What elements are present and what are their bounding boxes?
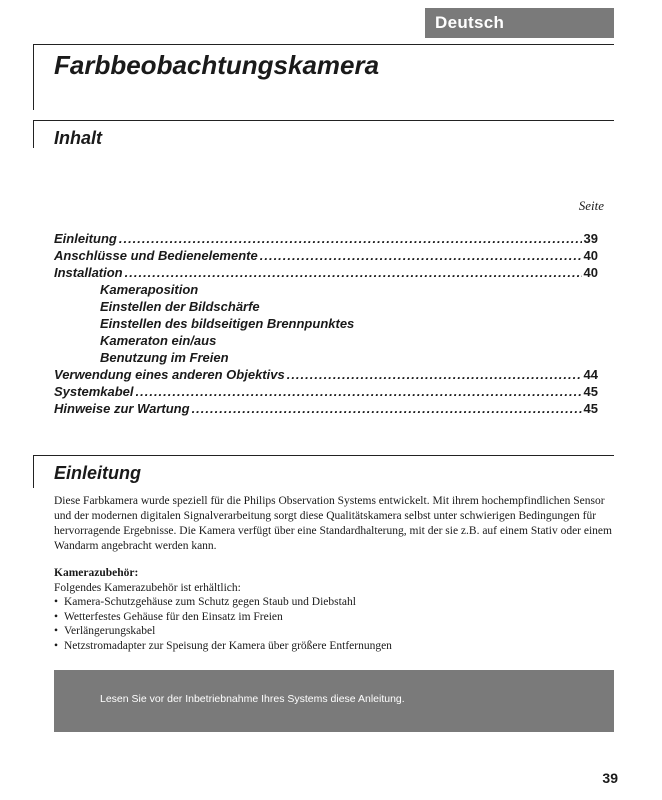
- toc-entry-label: Systemkabel: [54, 384, 134, 399]
- toc-subentry: Einstellen des bildseitigen Brennpunktes: [100, 316, 355, 331]
- list-item: • Netzstromadapter zur Speisung der Kamera über größere Entfernungen: [54, 639, 614, 654]
- toc-entry-wartung: [54, 401, 598, 418]
- accessories-list: [54, 595, 614, 653]
- toc-entry-label: Einleitung: [54, 231, 117, 246]
- toc-subentry: Einstellen der Bildschärfe: [100, 299, 260, 314]
- intro-frame-top-rule: [33, 455, 614, 456]
- contents-heading: Inhalt: [54, 128, 102, 148]
- toc-entry-einleitung: [54, 231, 598, 248]
- toc-leader-dots: [260, 248, 582, 263]
- toc-entry-page: 45: [583, 401, 598, 416]
- toc-entry-label: Anschlüsse und Bedienelemente: [54, 248, 258, 263]
- toc-leader-dots: [119, 231, 582, 246]
- toc-entry-label: Hinweise zur Wartung: [54, 401, 190, 416]
- toc-leader-dots: [125, 265, 582, 280]
- intro-paragraph: Diese Farbkamera wurde speziell für die Philips Observation Systems entwickelt. Mit ihrem hochempfindlichen Sensor und der modernen digitalen Signalverarbeitung sorgt diese Qualitätskamera selbst unter schwierigen Bedingungen für hervorragende Ergebnisse. Die Kamera verfügt über eine Standardhalterung, mit der sie z.B. auf einem Stativ oder einem Wandarm angebracht werden kann.: [54, 495, 612, 552]
- toc-subentry: Kameraposition: [100, 282, 199, 297]
- toc-entry-page: 39: [583, 231, 598, 246]
- list-item: • Wetterfestes Gehäuse für den Einsatz im Freien: [54, 610, 614, 625]
- title-frame-left-rule: [33, 44, 34, 110]
- toc-entry-installation: [54, 265, 598, 282]
- title-frame-top-rule: [33, 44, 614, 45]
- toc-entry-page: 44: [583, 367, 598, 382]
- contents-frame-top-rule: [33, 120, 614, 121]
- toc-entry-systemkabel: [54, 384, 598, 401]
- toc-entry-page: 40: [583, 248, 598, 263]
- page-title: Farbbeobachtungskamera: [54, 50, 380, 80]
- note-box: [54, 670, 614, 732]
- toc-leader-dots: [192, 401, 582, 416]
- accessories-section: [54, 566, 614, 653]
- list-item: • Kamera-Schutzgehäuse zum Schutz gegen Staub und Diebstahl: [54, 595, 614, 610]
- intro-heading: Einleitung: [54, 463, 141, 483]
- page-column-label: Seite: [578, 198, 604, 213]
- intro-frame-left-rule: [33, 455, 34, 488]
- toc-entry-objektiv: [54, 367, 598, 384]
- toc-leader-dots: [136, 384, 582, 399]
- toc-subentry: Kameraton ein/aus: [100, 333, 217, 348]
- accessories-intro: Folgendes Kamerazubehör ist erhältlich:: [54, 581, 241, 594]
- page-number: 39: [602, 770, 618, 786]
- toc-entry-label: Installation: [54, 265, 123, 280]
- list-item: • Verlängerungskabel: [54, 624, 614, 639]
- toc-entry-page: 45: [583, 384, 598, 399]
- toc-entry-label: Verwendung eines anderen Objektivs: [54, 367, 285, 382]
- toc-subentry: Benutzung im Freien: [100, 350, 229, 365]
- toc-entry-anschluesse: [54, 248, 598, 265]
- toc-entry-page: 40: [583, 265, 598, 280]
- table-of-contents: [54, 231, 598, 418]
- accessories-heading: Kamerazubehör:: [54, 567, 139, 579]
- toc-leader-dots: [287, 367, 582, 382]
- contents-frame-left-rule: [33, 120, 34, 148]
- note-text: Lesen Sie vor der Inbetriebnahme Ihres Systems diese Anleitung.: [100, 693, 405, 705]
- language-tab: Deutsch: [425, 8, 614, 38]
